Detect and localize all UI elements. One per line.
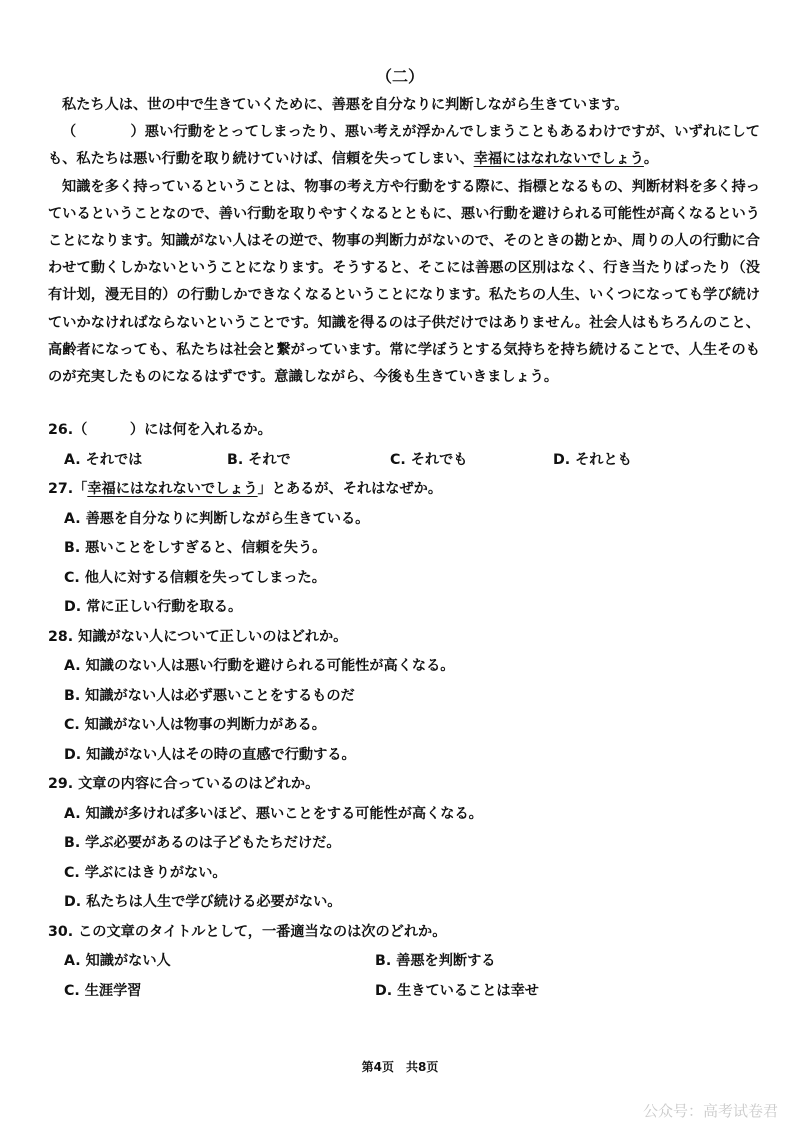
stem-prefix: 27.「 bbox=[48, 481, 88, 497]
passage-paragraph-1: 私たち人は、世の中で生きていくために、善悪を自分なりに判断しながら生きています。 bbox=[62, 97, 629, 113]
option-d[interactable]: D. 常に正しい行動を取る。 bbox=[64, 599, 243, 615]
option-d[interactable]: D. 知識がない人はその時の直感で行動する。 bbox=[64, 746, 356, 763]
question-30 bbox=[48, 918, 760, 1007]
option-b[interactable]: B. 善悪を判断する bbox=[375, 953, 496, 969]
question-stem: 30. この文章のタイトルとして，一番適当なのは次のどれか。 bbox=[48, 923, 447, 940]
section-title: （二） bbox=[375, 67, 424, 86]
page-number: 第4页 共8页 bbox=[361, 1060, 439, 1074]
option-a[interactable]: A. 善悪を自分なりに判断しながら生きている。 bbox=[64, 510, 370, 527]
option-c[interactable]: C. 他人に対する信頼を失ってしまった。 bbox=[64, 569, 326, 586]
option-row bbox=[48, 947, 760, 977]
passage-paragraph-2-end: 。 bbox=[643, 151, 659, 168]
option-c[interactable]: C. 学ぶにはきりがない。 bbox=[64, 864, 227, 881]
stem-suffix: 」とあるが、それはなぜか。 bbox=[257, 481, 443, 497]
option-row bbox=[48, 446, 760, 476]
option-a[interactable]: A. 知識のない人は悪い行動を避けられる可能性が高くなる。 bbox=[64, 658, 455, 674]
question-27 bbox=[48, 475, 760, 623]
question-28 bbox=[48, 623, 760, 771]
passage-paragraph-2-text: ）悪い行動をとってしまったり、悪い考えが浮かんでしまうこともあるわけですが、いずれにしても、私たちは悪い行動を取り続けていけば、信頼を失ってしまい、 bbox=[48, 124, 760, 168]
option-c[interactable]: C. それでも bbox=[390, 451, 468, 468]
option-b[interactable]: B. それで bbox=[227, 451, 291, 468]
blank-open-paren: （ bbox=[62, 124, 77, 141]
stem-underlined-phrase: 幸福にはなれないでしょう bbox=[87, 481, 258, 497]
underlined-phrase: 幸福にはなれないでしょう bbox=[473, 151, 644, 168]
option-c[interactable]: C. 生涯学習 bbox=[64, 982, 142, 999]
question-29 bbox=[48, 770, 760, 918]
passage-paragraph-3: 知識を多く持っているということは、物事の考え方や行動をする際に、指標となるもの、判断材料を多く持っているということなので、善い行動を取りやすくなるとともに、悪い行動を避けられる可能性が高くなるということになります。知識がない人はその逆で、物事の判断力がないので、そのときの勘とか、周りの人の行動に合わせて動くしかないということになります。そうすると、そこには善悪の区別はなく、行き当たりばったり（没有计划，漫无目的）の行動しかできなくなるということになります。私たちの人生、いくつになっても学び続けていかなければならないということです。知識を得るのは子供だけではありません。社会人はもちろんのこと、高齢者になっても、私たちは社会と繋がっています。常に学ぼうとする気持ちを持ち続けることで、人生そのものが充実したものになるはずです。意識しながら、今後も生きていきましょう。 bbox=[48, 178, 760, 386]
option-a[interactable]: A. 知識が多ければ多いほど、悪いことをする可能性が高くなる。 bbox=[64, 805, 483, 822]
question-stem: 26.（ ）には何を入れるか。 bbox=[48, 422, 272, 438]
option-row bbox=[48, 977, 760, 1007]
option-d[interactable]: D. 私たちは人生で学び続ける必要がない。 bbox=[64, 894, 342, 910]
watermark: 公众号：高考试卷君 bbox=[642, 1102, 778, 1120]
option-b[interactable]: B. 悪いことをしすぎると、信頼を失う。 bbox=[64, 540, 327, 556]
question-stem: 28. 知識がない人について正しいのはどれか。 bbox=[48, 628, 348, 645]
option-b[interactable]: B. 知識がない人は必ず悪いことをするものだ bbox=[64, 687, 355, 704]
option-b[interactable]: B. 学ぶ必要があるのは子どもたちだけだ。 bbox=[64, 835, 341, 851]
passage-paragraph-2 bbox=[48, 119, 760, 173]
option-d[interactable]: D. 生きていることは幸せ bbox=[375, 982, 539, 999]
option-a[interactable]: A. それでは bbox=[64, 451, 143, 468]
question-stem: 29. 文章の内容に合っているのはどれか。 bbox=[48, 776, 320, 792]
option-d[interactable]: D. それとも bbox=[553, 451, 632, 468]
option-c[interactable]: C. 知識がない人は物事の判断力がある。 bbox=[64, 717, 326, 733]
reading-passage bbox=[48, 92, 760, 391]
question-list bbox=[48, 416, 760, 1006]
question-stem bbox=[48, 475, 760, 505]
option-a[interactable]: A. 知識がない人 bbox=[64, 953, 171, 969]
question-26 bbox=[48, 416, 760, 475]
